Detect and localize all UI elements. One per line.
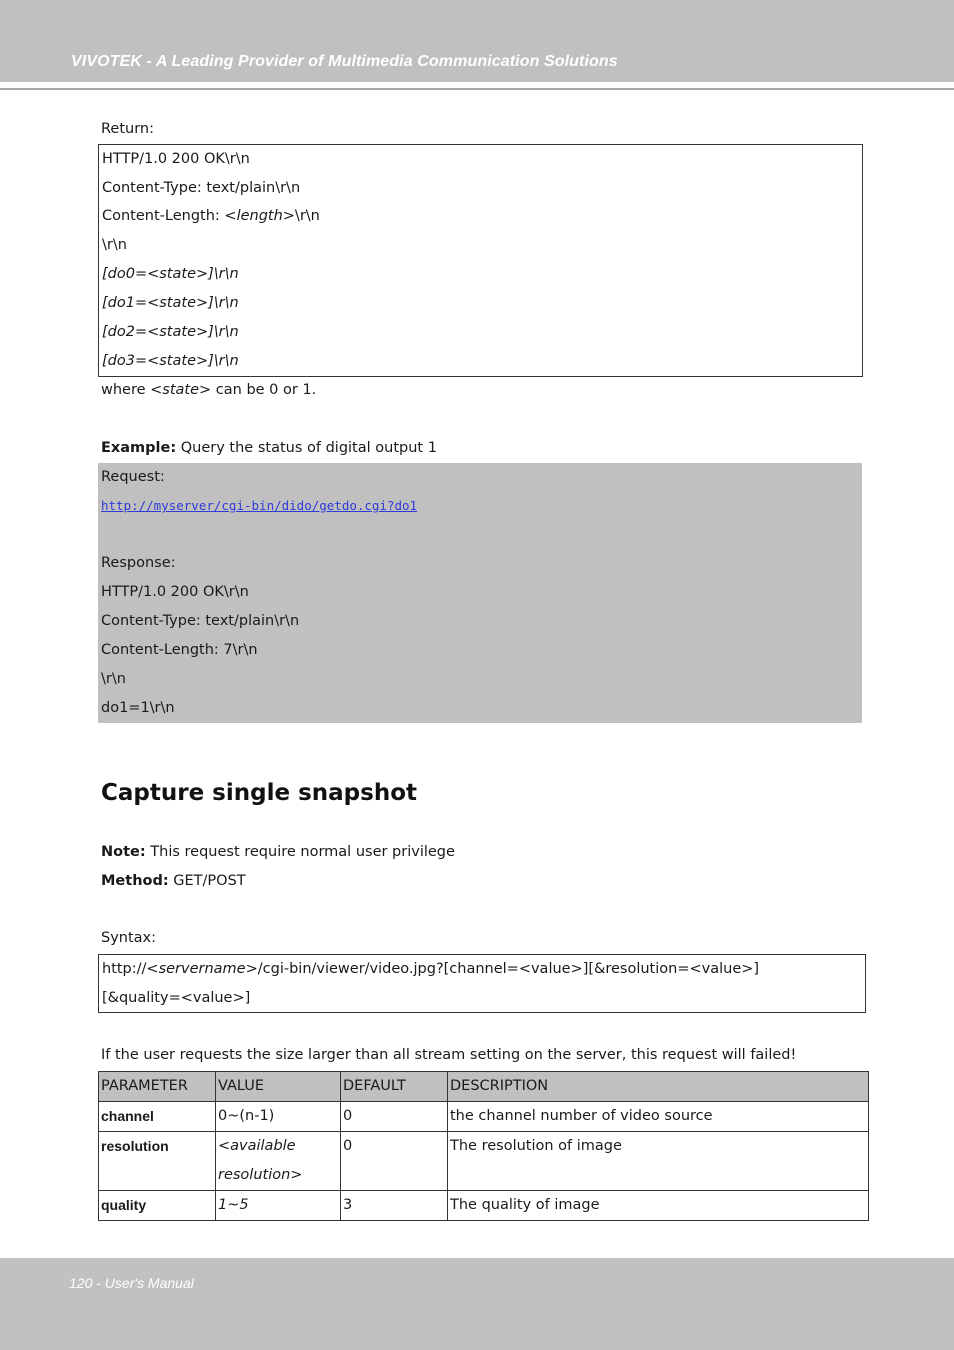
return-line: Content-Length: <length>\r\n: [102, 208, 320, 224]
header-title: VIVOTEK - A Leading Provider of Multimedia Communication Solutions: [71, 53, 618, 70]
response-line: \r\n: [101, 671, 126, 687]
param-value-cell: 0~(n-1): [216, 1102, 341, 1132]
param-value-cell: <available resolution>: [216, 1132, 341, 1191]
param-default-cell: 0: [341, 1102, 448, 1132]
param-value-cell: 1~5: [216, 1191, 341, 1221]
table-row: [99, 1191, 869, 1221]
example-heading: Example: Query the status of digital output 1: [101, 440, 437, 456]
param-default-cell: 3: [341, 1191, 448, 1221]
request-url-line: [101, 498, 417, 514]
param-description-cell: the channel number of video source: [448, 1102, 869, 1132]
return-code-box: [98, 144, 863, 377]
table-header-row: [99, 1072, 869, 1102]
page-footer: [0, 1258, 954, 1350]
return-label: Return:: [101, 121, 155, 137]
table-row: [99, 1102, 869, 1132]
return-line: [do0=<state>]\r\n: [102, 266, 239, 282]
request-label: Request:: [101, 469, 165, 485]
page-header: [0, 0, 954, 82]
return-line: Content-Type: text/plain\r\n: [102, 180, 301, 196]
param-name-cell: channel: [99, 1102, 216, 1132]
state-note: where <state> can be 0 or 1.: [101, 382, 317, 398]
method-line: Method: GET/POST: [101, 873, 246, 889]
return-line: [do1=<state>]\r\n: [102, 295, 239, 311]
response-line: do1=1\r\n: [101, 700, 175, 716]
param-name-cell: quality: [99, 1191, 216, 1221]
return-line: [do2=<state>]\r\n: [102, 324, 239, 340]
syntax-line: [&quality=<value>]: [102, 990, 251, 1006]
param-name-cell: resolution: [99, 1132, 216, 1191]
section-title: Capture single snapshot: [101, 780, 417, 806]
response-line: Content-Length: 7\r\n: [101, 642, 258, 658]
param-description-cell: The resolution of image: [448, 1132, 869, 1191]
return-line: \r\n: [102, 237, 127, 253]
syntax-box: [98, 954, 866, 1013]
return-line: [do3=<state>]\r\n: [102, 353, 239, 369]
privilege-note: Note: This request require normal user privilege: [101, 844, 455, 860]
table-header-cell: DESCRIPTION: [448, 1072, 869, 1102]
table-header-cell: PARAMETER: [99, 1072, 216, 1102]
return-line: HTTP/1.0 200 OK\r\n: [102, 151, 250, 167]
request-url-link[interactable]: http://myserver/cgi-bin/dido/getdo.cgi?do1: [101, 498, 418, 513]
size-warning: If the user requests the size larger than all stream setting on the server, this request will failed!: [101, 1047, 797, 1063]
example-box: [98, 463, 862, 723]
param-description-cell: The quality of image: [448, 1191, 869, 1221]
response-line: HTTP/1.0 200 OK\r\n: [101, 584, 249, 600]
table-row: [99, 1132, 869, 1191]
param-default-cell: 0: [341, 1132, 448, 1191]
parameter-table: [98, 1071, 869, 1221]
response-line: Content-Type: text/plain\r\n: [101, 613, 300, 629]
table-header-cell: VALUE: [216, 1072, 341, 1102]
syntax-line: http://<servername>/cgi-bin/viewer/video.jpg?[channel=<value>][&resolution=<value>]: [102, 961, 760, 977]
response-label: Response:: [101, 555, 176, 571]
header-divider: [0, 88, 954, 90]
page-number-label: 120 - User's Manual: [69, 1275, 194, 1291]
syntax-label: Syntax:: [101, 930, 157, 946]
table-header-cell: DEFAULT: [341, 1072, 448, 1102]
